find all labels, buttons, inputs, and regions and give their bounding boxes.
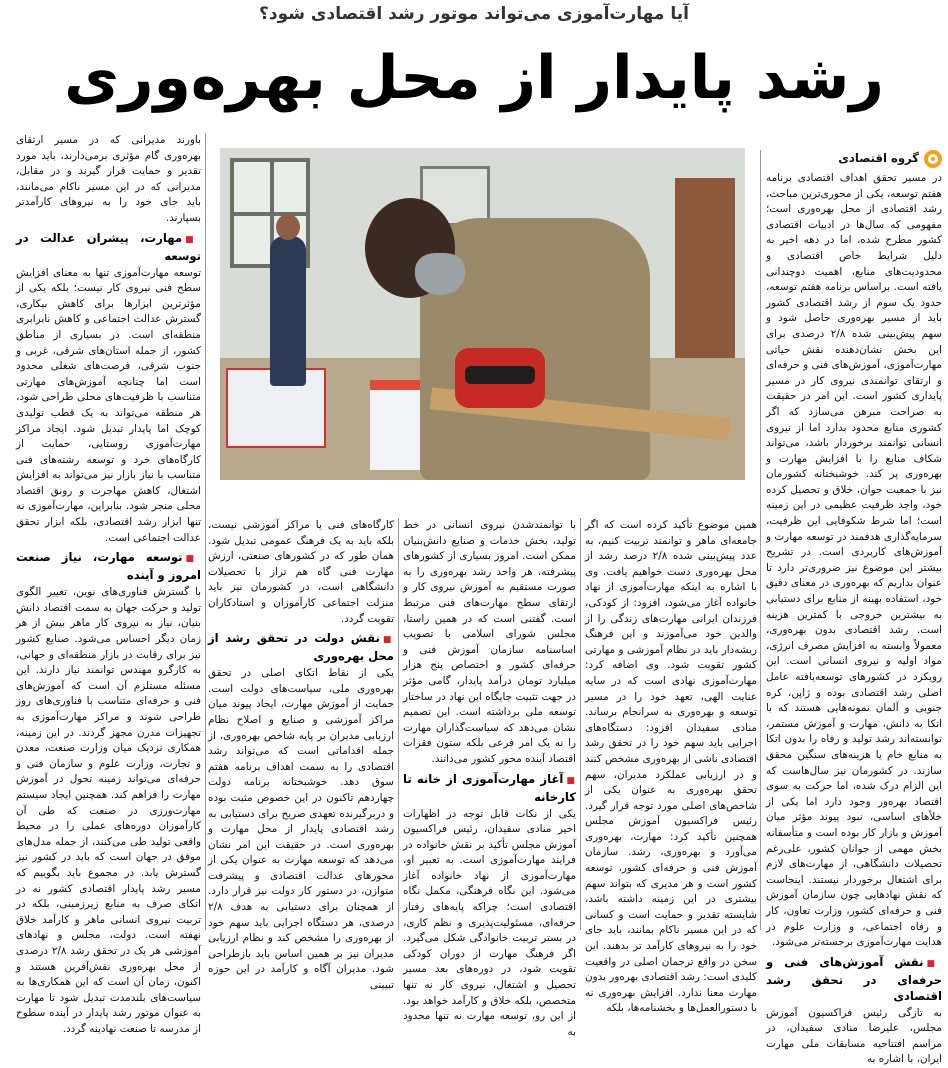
- article-column-5: [16, 133, 202, 1035]
- bullet-icon: ■: [185, 234, 201, 245]
- bullet-icon: ■: [185, 554, 201, 565]
- bullet-icon: ■: [566, 775, 576, 786]
- section-heading-text: نقش دولت در تحقق رشد از محل بهره‌وری: [208, 631, 394, 664]
- article-column-2: [585, 518, 757, 1015]
- section-heading: [766, 954, 942, 1004]
- background-worker-figure: [270, 236, 306, 386]
- paragraph: همین موضوع تأکید کرده است که اگر جامعه‌ای ماهر و توانمند تربیت کنیم، به عدد پیش‌بینی شده ۲/۸ درصد رشد از محل بهره‌وری دست خواهیم یافت. وی با اشاره به اینکه مهارت‌آموزی از نهاد خانواده آغاز می‌شود، افزود: از کودکی، فرزندان ایرانی مهارت‌های زندگی را از والدین خود می‌آموزند و این فرهنگ ریشه‌دار باید در نظام آموزشی و مهارتی کشور تقویت شود. وی اضافه کرد: مهارت‌آموزی نهادی است که در سایه عنایت الهی، تعهد خود را در مسیر توسعه و بهره‌وری به سرانجام برساند. منادی سفیدان افزود: دستگاه‌های اجرایی باید سهم خود را در تحقق رشد اقتصادی ناشی از بهره‌وری مشخص کنند و در ارزیابی عملکرد مدیران، سهم تحقق بهره‌وری به عنوان یکی از شاخص‌های اصلی مورد توجه قرار گیرد. رئیس فراکسیون آموزش مجلس همچنین تأکید کرد: مهارت، بهره‌وری می‌آورد و بهره‌وری، رشد. سازمان آموزش فنی و حرفه‌ای کشور، توسعه کشور است و هر مدیری که بتواند سهم بیشتری در این زمینه داشته باشد، شایسته تقدیر و حمایت است و کسانی که در این مسیر ناکام بمانند، باید جای خود را به نیروهای کارآمد تر بدهند. این سخن در واقع ترجمان اصلی در واقعیت کلیدی است: رشد اقتصادی بهره‌ور بدون مهارت معنا ندارد. افزایش بهره‌وری نه با دستورالعمل‌ها و بخشنامه‌ها، بلکه: [585, 519, 757, 1015]
- paragraph: در مسیر تحقق اهداف اقتصادی برنامه هفتم توسعه، یکی از محوری‌ترین مباحث، رشد اقتصادی از محل بهره‌وری است؛ مفهومی که سال‌ها در ادبیات اقتصادی کشور مطرح شده، اما در دهه اخیر به دلیل شرایط خاص اقتصادی و محدودیت‌های منابع، اهمیت دوچندانی یافته است. براساس برنامه هفتم توسعه، حدود یک سوم از رشد اقتصادی کشور باید از مسیر بهره‌وری حاصل شود و سهم پیش‌بینی شده ۲/۸ درصدی برای این بخش نشان‌دهنده نقش حیاتی مهارت‌آموزی، آموزش‌های فنی و حرفه‌ای و ارتقای توانمندی نیروی کار در مسیر پایداری کشور است. این امر در حقیقت به صراحت مبرهن می‌سازد که اگر کشوری منابع محدود بدارد اما از نیروی انسانی توانمند برخوردار باشد، می‌تواند شکاف منابع را با افزایش مهارت و بهره‌وری پر کند. خوشبختانه کشورمان نیز با جمعیت جوان، خلاق و تحصیل کرده خود، واجد ظرفیت عظیمی در این زمینه است؛ اما شرط شکوفایی این ظرفیت، سرمایه‌گذاری هدفمند در توسعه مهارت و آموزش‌های کاربردی است. در تشریح بیشتر این موضوع نیز ضروری‌تر دارد تا عنوان بداریم که بهره‌وری در معنای دقیق خود، استفاده بهینه از منابع برای دستیابی به بیشترین خروجی با کمترین هزینه است. رشد اقتصادی بدون بهره‌وری، معمولاً وابسته به افزایش مصرف انرژی، مواد اولیه و نیروی انسانی است. این رویکرد در کشورهای توسعه‌یافته عامل اصلی رشد اقتصادی بوده و ژاپن، کره جنوبی و آلمان نمونه‌هایی هستند که با اتکا به دانش، مهارت و آموزش مستمر، توانسته‌اند رشد تولید و رفاه را بدون اتکا به منابع خام یا هزینه‌های سنگین محقق سازند. در کشورمان نیز سال‌هاست که این الزام درک شده، اما حرکت به سوی اقتصاد بهره‌ور وجود دارد اما یکی از خلأهای اساسی، نبود پیوند مؤثر میان آموزش و بازار کار بوده است و متأسفانه بخش مهمی از جوانان کشور، علی‌رغم تحصیلات دانشگاهی، از مهارت‌های لازم برای اشتغال برخوردار نیستند. اینجاست که نقش نهادهایی چون سازمان آموزش فنی و حرفه‌ای کشور، وزارت تعاون، کار و رفاه اجتماعی، و وزارت علوم در هدایت مهارت‌آموزی برجسته‌تر می‌شود.: [766, 172, 942, 949]
- section-heading-text: مهارت، پیشران عدالت در توسعه: [16, 230, 201, 263]
- article-column-1: [766, 150, 942, 1066]
- article-column-4: [208, 518, 394, 992]
- section-heading: [16, 230, 201, 264]
- paragraph: با توانمندشدن نیروی انسانی در خط تولید، بخش خدمات و صنایع دانش‌بنیان ممکن است. امروز بسیاری از کشورهای پیشرفته، هر واحد رشد بهره‌وری را به صورت مستقیم به آموزش نیروی کار و ارتقای سطح مهارت‌های فنی مرتبط است. گفتنی است که در همین راستا، مجلس شورای اسلامی با تصویب اساسنامه سازمان آموزش فنی و حرفه‌ای کشور و اختصاص پنج هزار میلیارد تومان درآمد پایدار، گامی مؤثر در جهت تثبیت جایگاه این نهاد در ساختار توسعه ملی برداشته است. این تصمیم نشان می‌دهد که سیاست‌گذاران مهارت را نه یک امر فرعی بلکه ستون فقرات اقتصاد آینده محور کشور می‌دانند.: [403, 519, 576, 765]
- column-rule: [205, 133, 206, 930]
- headline: رشد پایدار از محل بهره‌وری: [64, 43, 884, 113]
- section-heading: [403, 771, 576, 805]
- paragraph: توسعه مهارت‌آموزی تنها به معنای افزایش سطح فنی نیروی کار نیست؛ بلکه یکی از مؤثرترین ابزارها برای کاهش بیکاری، گسترش عدالت اجتماعی و کاهش نابرابری منطقه‌ای است. در بسیاری از مناطق کشور، از جمله استان‌های شرقی، غربی و جنوب شرقی، فرصت‌های شغلی محدود است اما چنانچه آموزش‌های مهارتی متناسب با ظرفیت‌های محلی طراحی شود، هر منطقه می‌تواند به یک قطب تولیدی کوچک اما پایدار تبدیل شود. ایجاد مراکز مهارت‌آموزی روستایی، حمایت از کارگاه‌های خرد و توسعه رشته‌های فنی متناسب با نیاز بازار نیز می‌تواند به افزایش اشتغال، کاهش مهاجرت و رونق اقتصاد محلی منجر شود. بنابراین، مهارت‌آموزی نه تنها ابزار رشد اقتصادی، بلکه ابزار تحقق عدالت اجتماعی است.: [16, 266, 201, 544]
- paragraph: کارگاه‌های فنی یا مراکز آموزشی نیست، بلکه باید به یک فرهنگ عمومی تبدیل شود. همان طور که در کشورهای صنعتی، ارزش مهارت فنی گاه هم تراز با تحصیلات دانشگاهی است، در کشورمان نیز باید منزلت اجتماعی کارآموزان و استادکاران تقویت گردد.: [208, 519, 394, 625]
- workshop-photo: [220, 148, 745, 480]
- bullet-icon: ■: [382, 635, 394, 646]
- section-heading-text: آغاز مهارت‌آموزی از خانه تا کارخانه: [403, 771, 576, 804]
- column-rule: [580, 518, 581, 930]
- section-heading: [208, 630, 394, 664]
- section-heading-text: نقش آموزش‌های فنی و حرفه‌ای در تحقق رشد اقتصادی: [766, 954, 942, 1003]
- byline: [766, 150, 942, 168]
- newspaper-logo-icon: [924, 150, 942, 168]
- respirator-mask: [415, 253, 465, 295]
- kicker: آیا مهارت‌آموزی می‌تواند موتور رشد اقتصادی شود؟: [259, 4, 689, 24]
- section-heading-text: توسعه مهارت، نیاز صنعت امروز و آینده: [16, 550, 201, 583]
- paragraph: یکی از نقاط اتکای اصلی در تحقق بهره‌وری ملی، سیاست‌های دولت است. حمایت از آموزش مهارت، ایجاد پیوند میان مراکز آموزشی و صنایع و اصلاح نظام ارزیابی مدیران بر پایه شاخص بهره‌وری، از جمله اقداماتی است که می‌تواند رشد اقتصادی را به سمت اهداف برنامه هفتم سوق دهد. خوشبختانه برنامه دولت چهاردهم تاکنون در این خصوص مثبت بوده و دربرگیرنده تعهدی صریح برای دستیابی به رشد اقتصادی پایدار از محل مهارت و بهره‌وری است. در حقیقت این امر نشان می‌دهد که توسعه مهارت به عنوان یکی از محورهای عدالت اقتصادی و پیشرفت متوازن، در دستور کار دولت نیز قرار دارد. از همچنان برای دستیابی به هدف ۲/۸ درصدی، هر دستگاه اجرایی باید سهم خود از بهره‌وری را مشخص کند و نظام ارزیابی مدیران نیز بر همین اساس باید بازطراحی شود. مدیران آگاه و کارآمد در این حوزه تبیینی: [208, 667, 394, 992]
- byline-text: گروه اقتصادی: [838, 151, 919, 166]
- paragraph: به تازگی رئیس فراکسیون آموزش مجلس، علیرضا منادی سفیدان، در مراسم افتتاحیه مسابقات ملی مهارت ایران، با اشاره به: [766, 1006, 942, 1066]
- column-rule: [760, 150, 761, 930]
- column-rule: [398, 518, 399, 930]
- paragraph: یکی از نکات قابل توجه در اظهارات اخیر منادی سفیدان، رئیس فراکسیون آموزش مجلس تأکید بر نقش خانواده در فرایند مهارت‌آموزی است. به تعبیر او، مهارت‌آموزی از نهاد خانواده آغاز می‌شود. این نگاه فرهنگی، مکمل نگاه اقتصادی است؛ چراکه پایه‌های رفتار حرفه‌ای، مسئولیت‌پذیری و نظم کاری، در بستر تربیت خانوادگی شکل می‌گیرد. اگر فرهنگ مهارت از دوران کودکی تقویت شود، در دوره‌های بعد مسیر تحصیل و اشتغال، نیروی کار نه تنها متخصص، بلکه خلاق و کارآمد خواهد بود. از این رو، توسعه مهارت نه تنها محدود به: [403, 807, 576, 1038]
- paragraph: باورند مدیرانی که در مسیر ارتقای بهره‌وری گام مؤثری برمی‌دارند، باید مورد تقدیر و حمایت قرار گیرند و در مقابل، مدیرانی که در این مسیر ناکام می‌مانند، باید جای خود را به نیروهای کارآمدتر بسپارند.: [16, 134, 201, 224]
- bullet-icon: ■: [926, 958, 942, 969]
- section-heading: [16, 549, 201, 583]
- door-shape: [675, 178, 735, 358]
- article-column-3: [403, 518, 576, 1038]
- jigsaw-tool: [455, 348, 545, 408]
- paragraph: با گسترش فناوری‌های نوین، تغییر الگوی تولید و حرکت جهان به سمت اقتصاد دانش بنیان، نیاز به نیروی کار ماهر بیش از هر زمان دیگر احساس می‌شود. صنایع کشور نیز برای رقابت در بازار منطقه‌ای و جهانی، به کارگرو مهندس توانمند نیاز دارند. این مسئله مستلزم آن است که آموزش‌های فنی و حرفه‌ای متناسب با فناوری‌های روز طراحی شوند و مراکز مهارت‌آموزی به تجهیزات مدرن مجهز گردند. در این زمینه، همکاری نزدیک میان وزارت صنعت، معدن و تجارت، وزارت علوم و سازمان فنی و حرفه‌ای می‌تواند زمینه تحول در آموزش مهارت را فراهم کند. همچنین ایجاد سیستم مهارت‌ورزی در صنعت که طی آن کارآموزان دوره‌های عملی را در محیط واقعی تولید طی می‌کنند، از جمله مدل‌های موفق در جهان است که باید در کشور نیز گسترش یابد. در مجموع باید بگوییم که مسیر رشد پایدار اقتصادی کشور نه در اتکای صرف به منابع زیرزمینی، بلکه در تربیت نیروی انسانی ماهر و کارآمد خلاق نهفته است. دولت، مجلس و نهادهای آموزشی هر یک در تحقق رشد ۲/۸ درصدی از محل بهره‌وری نقش‌آفرین هستند و اکنون، زمان آن است که این همکاری‌ها به سیاست‌های بلندمدت تبدیل شود تا مهارت به عنوان موتور رشد پایدار در آینده سطوح از مدرسه تا صنعت نهادینه گردد.: [16, 586, 202, 1035]
